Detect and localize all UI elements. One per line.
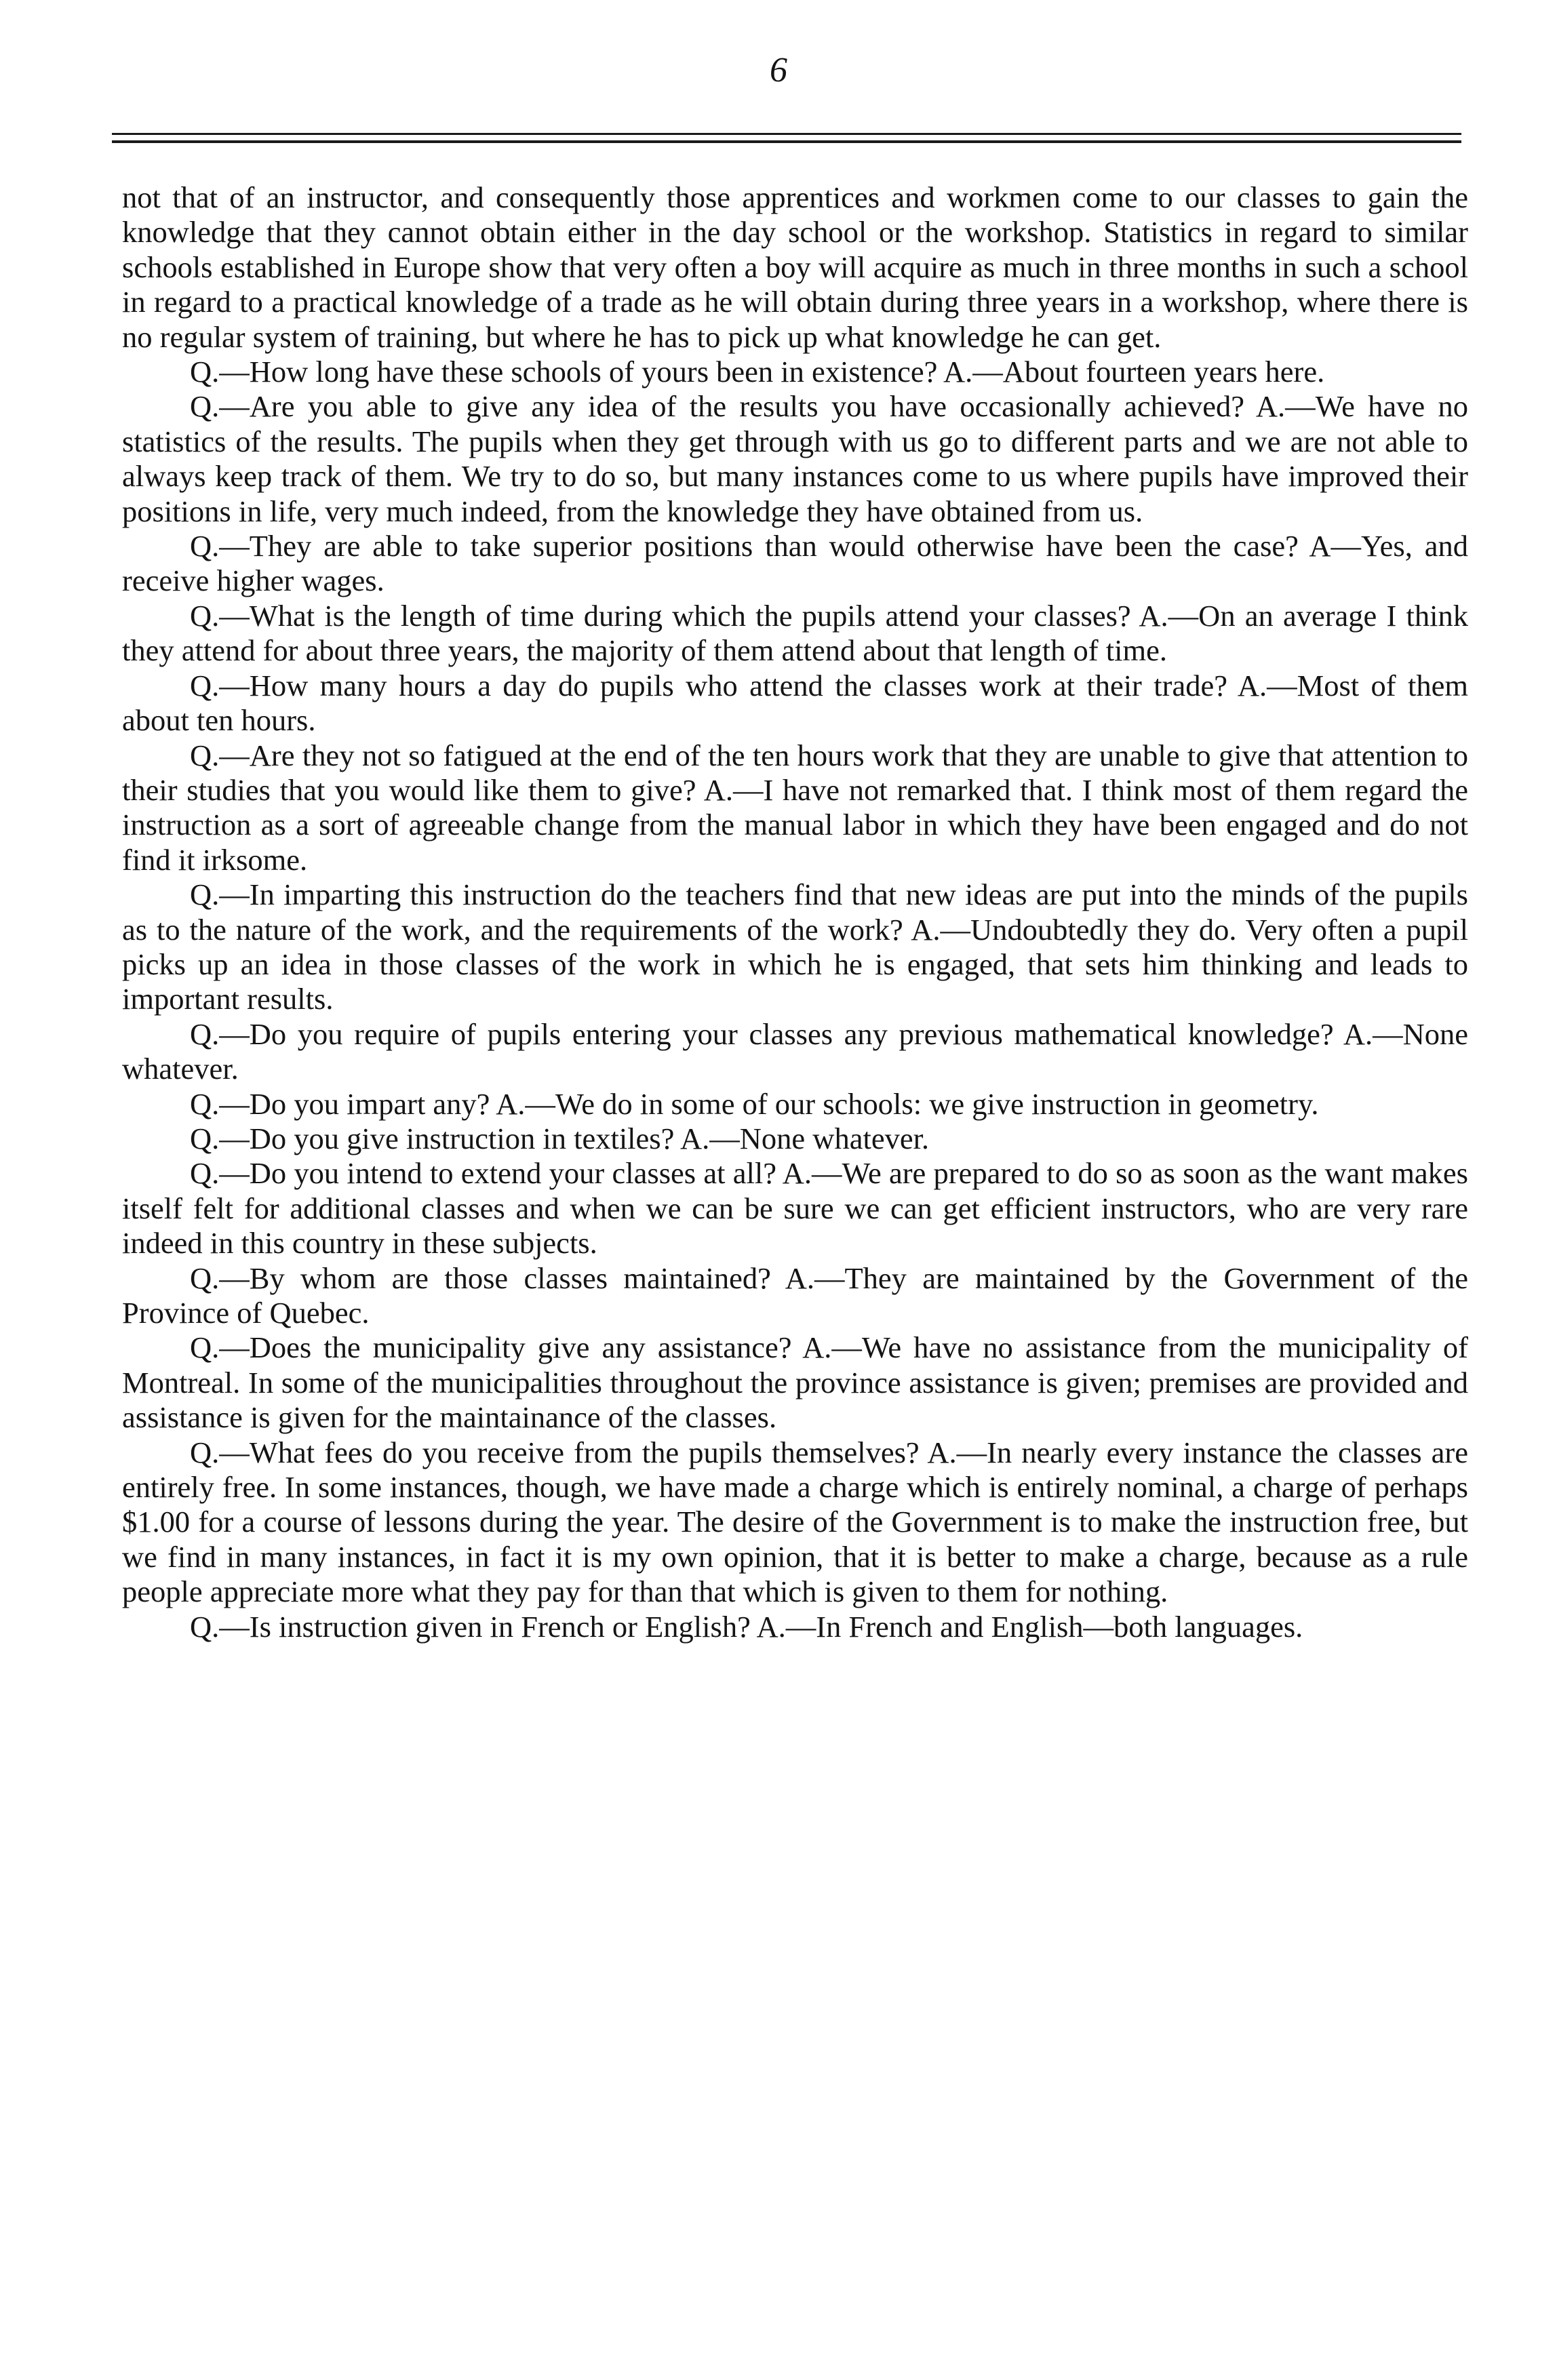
paragraph-qa: Q.—By whom are those classes maintained? A.—They are maintained by the Government of the Province of Quebec. [122,1261,1468,1330]
paragraph-qa: Q.—Do you require of pupils entering your classes any previous mathematical knowledge? A.—None whatever. [122,1016,1468,1086]
paragraph-qa: Q.—How long have these schools of yours been in existence? A.—About fourteen years here. [190,355,1325,389]
paragraph-qa: Q.—Do you impart any? A.—We do in some of our schools: we give instruction in geometry. [190,1086,1319,1121]
paragraph-qa: Q.—Do you give instruction in textiles? A.—None whatever. [190,1121,930,1155]
paragraph-qa: Q.—Do you intend to extend your classes at all? A.—We are prepared to do so as soon as the want makes itself felt for additional classes and when we can be sure we can get efficient instructors, who are very rare indeed in this country in these subjects. [122,1156,1468,1261]
paragraph-continuation: not that of an instructor, and consequently those apprentices and workmen come to our classes to gain the knowledge that they cannot obtain either in the day school or the workshop. Statistics in regard to similar schools established in Europe show that very often a boy will acquire as much in three months in such a school in regard to a practical knowledge of a trade as he will obtain during three years in a workshop, where there is no regular system of training, but where he has to pick up what knowledge he can get. [122,180,1468,354]
header-rule-bottom [112,140,1461,143]
paragraph-qa: Q.—In imparting this instruction do the teachers find that new ideas are put into the minds of the pupils as to the nature of the work, and the requirements of the work? A.—Undoubtedly they do. Very often a pupil picks up an idea in those classes of the work in which he is engaged, that sets him thinking and leads to important results. [122,877,1468,1016]
paragraph-qa: Q.—Does the municipality give any assistance? A.—We have no assistance from the municipality of Montreal. In some of the municipalities throughout the province assistance is given; premises are provided and assistance is given for the maintainance of the classes. [122,1330,1468,1435]
paragraph-qa: Q.—Is instruction given in French or English? A.—In French and English—both languages. [190,1609,1303,1644]
paragraph-qa: Q.—What is the length of time during which the pupils attend your classes? A.—On an average I think they attend for about three years, the majority of them attend about that length of time. [122,598,1468,668]
paragraph-qa: Q.—They are able to take superior positions than would otherwise have been the case? A—Yes, and receive higher wages. [122,529,1468,598]
paragraph-qa: Q.—What fees do you receive from the pupils themselves? A.—In nearly every instance the classes are entirely free. In some instances, though, we have made a charge which is entirely nominal, a charge of perhaps $1.00 for a course of lessons during the year. The desire of the Government is to make the instruction free, but we find in many instances, in fact it is my own opinion, that it is better to make a charge, because as a rule people appreciate more what they pay for than that which is given to them for nothing. [122,1435,1468,1609]
header-rule-top [112,133,1461,135]
paragraph-qa: Q.—How many hours a day do pupils who attend the classes work at their trade? A.—Most of them about ten hours. [122,668,1468,738]
page-number: 6 [770,51,787,90]
paragraph-qa: Q.—Are they not so fatigued at the end of the ten hours work that they are unable to give that attention to their studies that you would like them to give? A.—I have not remarked that. I think most of them regard the instruction as a sort of agreeable change from the manual labor in which they have been engaged and do not find it irksome. [122,738,1468,877]
body-text [122,180,1468,1644]
paragraph-qa: Q.—Are you able to give any idea of the results you have occasionally achieved? A.—We have no statistics of the results. The pupils when they get through with us go to different parts and we are not able to always keep track of them. We try to do so, but many instances come to us where pupils have improved their positions in life, very much indeed, from the knowledge they have obtained from us. [122,389,1468,528]
